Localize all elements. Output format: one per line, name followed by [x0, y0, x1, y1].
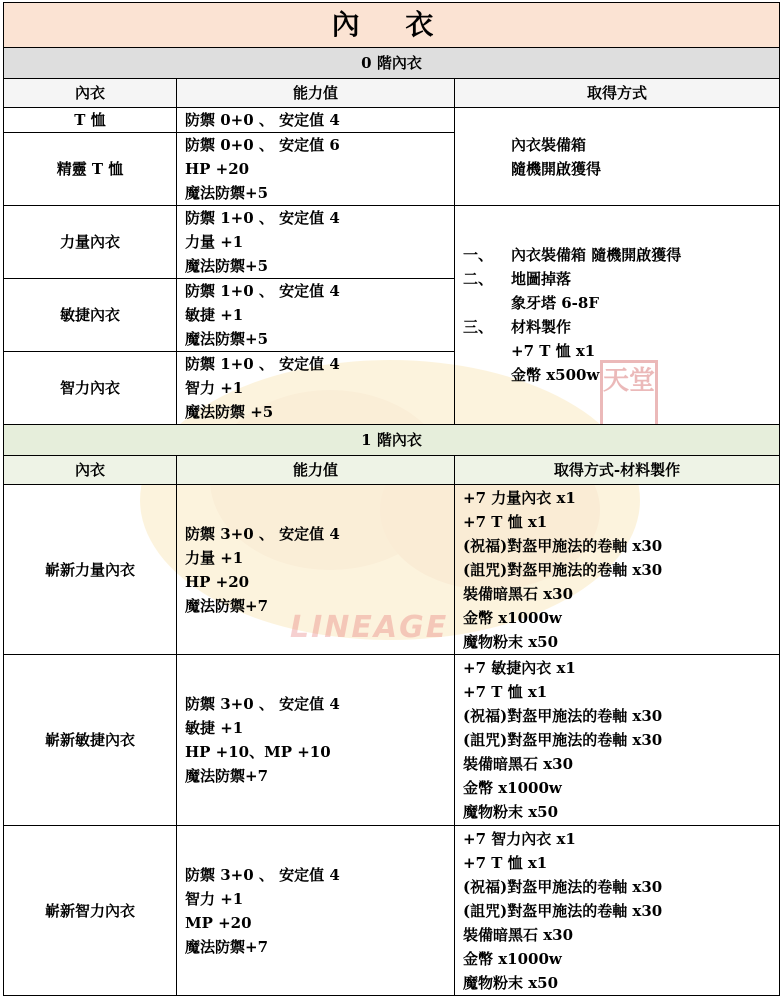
watermark-seal: 天堂: [600, 360, 658, 444]
item-stats: [177, 108, 455, 133]
material-line: 魔物粉末 x50: [463, 803, 559, 821]
material-line: (祝福)對盔甲施法的卷軸 x30: [463, 877, 663, 896]
obtain-line: 內衣裝備箱: [511, 135, 587, 154]
material-line: 魔物粉末 x50: [463, 973, 559, 992]
stat-line: 智力 +1: [185, 379, 244, 397]
stat-line: 防禦 3+0 、 安定值 4: [185, 524, 340, 543]
section-1-heading: 1 階內衣: [4, 425, 780, 456]
column-header-name: 內衣: [4, 456, 177, 485]
item-name: T 恤: [4, 108, 177, 133]
column-header-obtain: 取得方式-材料製作: [455, 456, 780, 485]
material-line: +7 T 恤 x1: [463, 512, 548, 531]
item-name: 嶄新力量內衣: [4, 485, 177, 655]
stat-line: 魔法防禦+7: [185, 937, 269, 956]
item-stats: [177, 133, 455, 206]
material-line: +7 T 恤 x1: [463, 683, 548, 701]
material-line: 金幣 x1000w: [463, 608, 562, 627]
stat-line: 魔法防禦+5: [185, 184, 269, 202]
stat-line: 敏捷 +1: [185, 306, 244, 324]
material-line: 金幣 x1000w: [463, 949, 562, 968]
page-title: 內 衣: [4, 3, 780, 48]
item-stats: [177, 655, 455, 826]
stat-line: 防禦 1+0 、 安定值 4: [185, 355, 340, 373]
obtain-line: 金幣 x500w: [511, 366, 600, 384]
stat-line: 防禦 3+0 、 安定值 4: [185, 865, 340, 884]
item-name: 嶄新智力內衣: [4, 826, 177, 996]
underwear-table: [3, 2, 780, 996]
item-stats: [177, 352, 455, 425]
item-stats: [177, 279, 455, 352]
stat-line: HP +20: [185, 572, 250, 591]
stat-line: 魔法防禦+7: [185, 767, 269, 785]
material-line: 金幣 x1000w: [463, 779, 562, 797]
material-line: 裝備暗黑石 x30: [463, 584, 574, 603]
material-line: 裝備暗黑石 x30: [463, 925, 574, 944]
item-stats: [177, 826, 455, 996]
stat-line: HP +20: [185, 160, 250, 178]
material-line: (詛咒)對盔甲施法的卷軸 x30: [463, 901, 663, 920]
stat-line: 敏捷 +1: [185, 719, 244, 737]
material-line: +7 智力內衣 x1: [463, 829, 576, 848]
obtain-method-a: [455, 108, 780, 206]
stat-line: 力量 +1: [185, 233, 244, 251]
stat-line: 力量 +1: [185, 548, 244, 567]
obtain-line: 隨機開啟獲得: [511, 159, 602, 178]
column-header-name: 內衣: [4, 79, 177, 108]
stat-line: 防禦 3+0 、 安定值 4: [185, 695, 340, 713]
material-line: +7 敏捷內衣 x1: [463, 659, 576, 677]
column-header-stats: 能力值: [177, 456, 455, 485]
material-list: [455, 826, 780, 996]
stat-line: 防禦 0+0 、 安定值 6: [185, 136, 340, 154]
item-name: 敏捷內衣: [4, 279, 177, 352]
material-line: 裝備暗黑石 x30: [463, 755, 574, 773]
obtain-line: +7 T 恤 x1: [511, 342, 596, 360]
stat-line: 防禦 0+0 、 安定值 4: [185, 111, 340, 129]
material-line: +7 T 恤 x1: [463, 853, 548, 872]
obtain-method-b: [455, 206, 780, 425]
section-0-heading: 0 階內衣: [4, 48, 780, 79]
item-name: 力量內衣: [4, 206, 177, 279]
material-line: (祝福)對盔甲施法的卷軸 x30: [463, 536, 663, 555]
material-line: 魔物粉末 x50: [463, 632, 559, 651]
stat-line: 魔法防禦+5: [185, 330, 269, 348]
stat-line: 防禦 1+0 、 安定值 4: [185, 282, 340, 300]
stat-line: 魔法防禦+5: [185, 257, 269, 275]
material-list: [455, 655, 780, 826]
stat-line: 魔法防禦+7: [185, 596, 269, 615]
material-line: +7 力量內衣 x1: [463, 488, 576, 507]
stat-line: 智力 +1: [185, 889, 244, 908]
obtain-line: 一、 內衣裝備箱 隨機開啟獲得: [463, 246, 682, 264]
item-stats: [177, 485, 455, 655]
stat-line: 魔法防禦 +5: [185, 403, 274, 421]
watermark-lineage-text: LINEAGE: [290, 610, 449, 645]
obtain-line: 象牙塔 6-8F: [511, 294, 599, 312]
stat-line: 防禦 1+0 、 安定值 4: [185, 209, 340, 227]
item-name: 嶄新敏捷內衣: [4, 655, 177, 826]
material-line: (詛咒)對盔甲施法的卷軸 x30: [463, 560, 663, 579]
item-name: 精靈 T 恤: [4, 133, 177, 206]
stat-line: MP +20: [185, 913, 252, 932]
column-header-stats: 能力值: [177, 79, 455, 108]
item-name: 智力內衣: [4, 352, 177, 425]
obtain-line: 三、 材料製作: [463, 318, 572, 336]
stat-line: HP +10、MP +10: [185, 743, 331, 761]
item-stats: [177, 206, 455, 279]
obtain-line: 二、 地圖掉落: [463, 270, 572, 288]
material-line: (祝福)對盔甲施法的卷軸 x30: [463, 707, 663, 725]
column-header-obtain: 取得方式: [455, 79, 780, 108]
material-list: [455, 485, 780, 655]
material-line: (詛咒)對盔甲施法的卷軸 x30: [463, 731, 663, 749]
